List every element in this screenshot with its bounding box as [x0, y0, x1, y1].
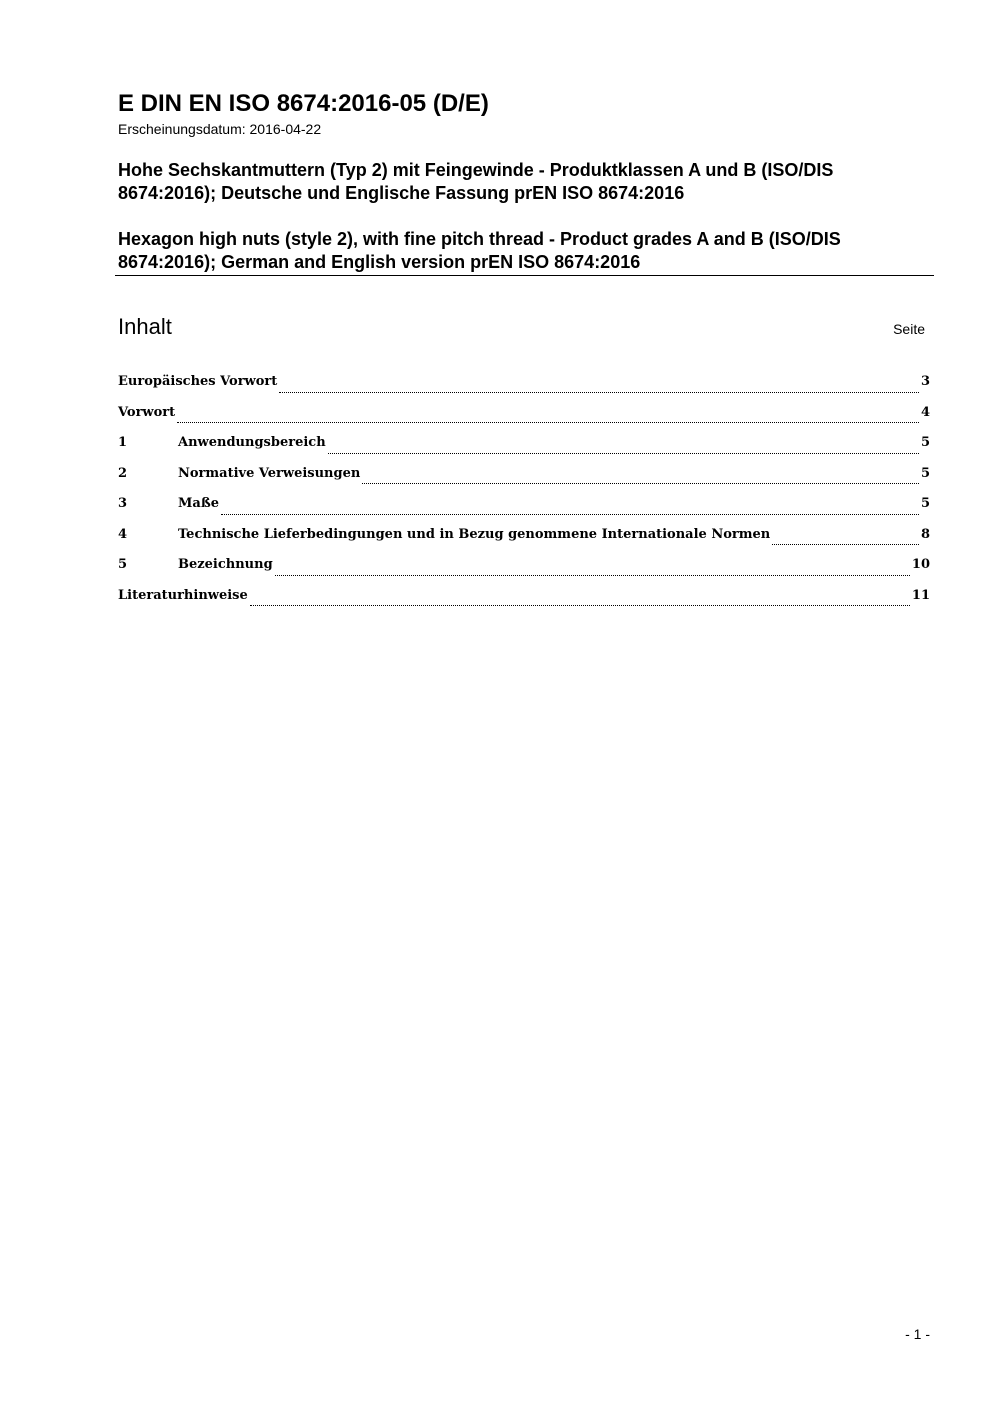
- toc-entry-page: 8: [920, 526, 930, 542]
- toc-leader-dots: [250, 605, 910, 606]
- toc-heading: Inhalt: [118, 314, 172, 339]
- toc-entry-title: Normative Verweisungen: [178, 465, 361, 481]
- toc-entry-number: 3: [118, 496, 128, 511]
- toc-leader-dots: [177, 422, 919, 423]
- toc-leader-dots: [275, 575, 910, 576]
- toc-entry-number: 5: [118, 557, 128, 572]
- toc-entry-title: Maße: [178, 496, 219, 511]
- toc-entry-title: Literaturhinweise: [118, 587, 248, 603]
- toc-entry-page: 10: [911, 557, 930, 572]
- toc-entry-page: 5: [920, 465, 930, 481]
- toc-entry-page: 4: [920, 404, 930, 420]
- toc-page-column-label: Seite: [893, 321, 925, 337]
- toc-entry-title: Europäisches Vorwort: [118, 374, 278, 389]
- toc-leader-dots: [328, 453, 919, 454]
- toc-entry[interactable]: [118, 371, 930, 402]
- toc-entry-page: 11: [911, 587, 930, 603]
- toc-entry-page: 5: [920, 496, 930, 511]
- toc-leader-dots: [279, 392, 919, 393]
- toc-entry[interactable]: [118, 463, 930, 494]
- toc-entry-title: Vorwort: [118, 404, 176, 420]
- subtitle-english: Hexagon high nuts (style 2), with fine pitch thread - Product grades A and B (ISO/DIS 8674:2016); German and English version prEN ISO 8674:2016: [118, 229, 841, 272]
- toc-entry-page: 5: [920, 435, 930, 450]
- page-number: - 1 -: [905, 1326, 930, 1342]
- document-title: E DIN EN ISO 8674:2016-05 (D/E): [118, 90, 489, 117]
- toc-entry-title: Anwendungsbereich: [178, 435, 326, 450]
- header-divider: [115, 275, 934, 276]
- toc-entry-number: 2: [118, 465, 128, 481]
- toc-leader-dots: [221, 514, 919, 515]
- subtitle-german: Hohe Sechskantmuttern (Typ 2) mit Feingewinde - Produktklassen A und B (ISO/DIS 8674:2016); Deutsche und Englische Fassung prEN ISO 8674:2016: [118, 160, 834, 203]
- toc-entry-title: Bezeichnung: [178, 557, 273, 572]
- toc-entry[interactable]: [118, 585, 930, 616]
- table-of-contents: [118, 371, 930, 615]
- toc-entry[interactable]: [118, 524, 930, 555]
- toc-entry[interactable]: [118, 554, 930, 585]
- publication-date: Erscheinungsdatum: 2016-04-22: [118, 121, 322, 137]
- toc-entry-number: 1: [118, 435, 128, 450]
- toc-entry[interactable]: [118, 432, 930, 463]
- toc-entry-page: 3: [920, 374, 930, 389]
- toc-leader-dots: [772, 544, 919, 545]
- toc-leader-dots: [362, 483, 919, 484]
- toc-entry[interactable]: [118, 493, 930, 524]
- toc-entry[interactable]: [118, 402, 930, 433]
- toc-entry-number: 4: [118, 526, 128, 542]
- toc-entry-title: Technische Lieferbedingungen und in Bezug genommene Internationale Normen: [178, 526, 771, 542]
